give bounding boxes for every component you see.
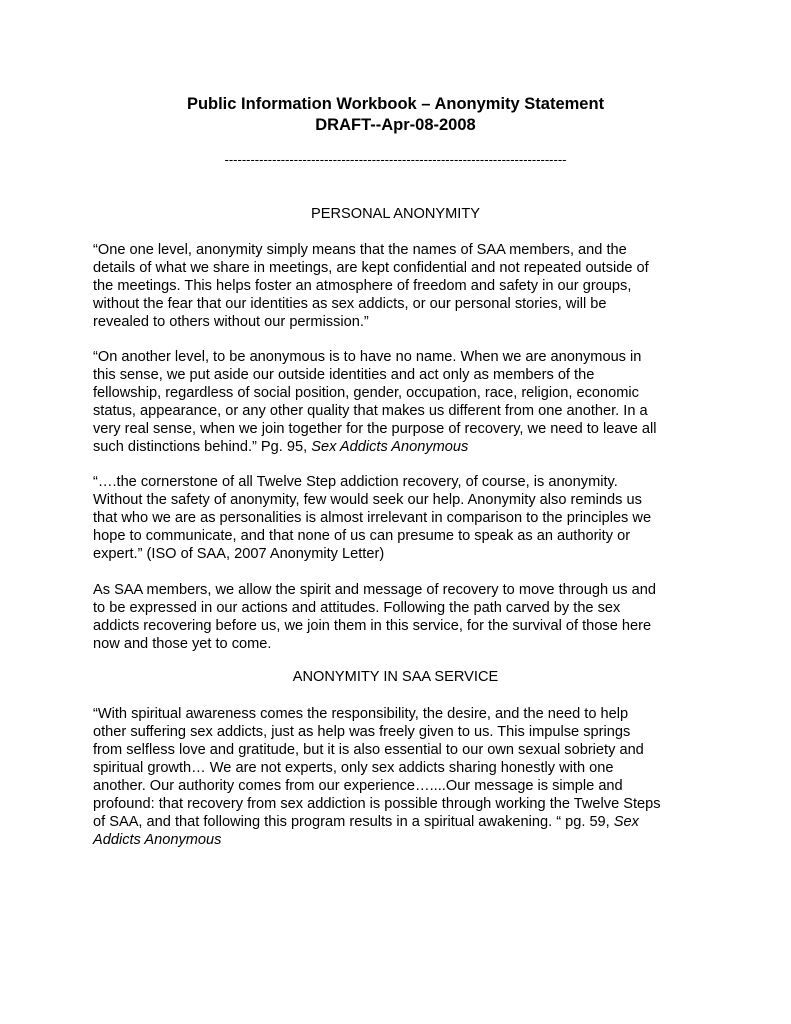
- text-line: “With spiritual awareness comes the responsibility, the desire, and the need to help: [93, 706, 629, 722]
- text-line: [93, 438, 713, 456]
- text-line: other suffering sex addicts, just as help was freely given to us. This impulse springs: [93, 724, 631, 740]
- text-line: from selfless love and gratitude, but it is also essential to our own sexual sobriety and: [93, 742, 644, 758]
- text-line: Without the safety of anonymity, few would seek our help. Anonymity also reminds us: [93, 492, 642, 508]
- document-subtitle: DRAFT--Apr-08-2008: [315, 116, 476, 134]
- text-line: status, appearance, or any other quality that makes us different from one another. In a: [93, 403, 648, 419]
- text-line: the meetings. This helps foster an atmosphere of freedom and safety in our groups,: [93, 278, 632, 294]
- text-line: “On another level, to be anonymous is to have no name. When we are anonymous in: [93, 349, 642, 365]
- text-line: As SAA members, we allow the spirit and message of recovery to move through us and: [93, 582, 656, 598]
- text-line: [93, 831, 713, 849]
- text-line: “….the cornerstone of all Twelve Step addiction recovery, of course, is anonymity.: [93, 474, 618, 490]
- text-line: very real sense, when we join together for the purpose of recovery, we need to leave all: [93, 421, 657, 437]
- text-line: “One one level, anonymity simply means that the names of SAA members, and the: [93, 242, 627, 258]
- text-line: spiritual growth… We are not experts, only sex addicts sharing honestly with one: [93, 760, 614, 776]
- text-line: fellowship, regardless of social position, gender, occupation, race, religion, economic: [93, 385, 639, 401]
- text-line: [93, 813, 713, 831]
- document-title: Public Information Workbook – Anonymity Statement: [186, 95, 605, 113]
- text-line: addicts recovering before us, we join them in this service, for the survival of those here: [93, 618, 652, 634]
- text-line: expert.” (ISO of SAA, 2007 Anonymity Letter): [93, 546, 385, 562]
- text-line: details of what we share in meetings, are kept confidential and not repeated outside of: [93, 260, 649, 276]
- paragraph-personal-anonymity-3: [93, 473, 713, 563]
- citation-text: such distinctions behind.” Pg. 95,: [93, 439, 312, 455]
- section-heading-anonymity-in-saa-service: ANONYMITY IN SAA SERVICE: [292, 669, 499, 685]
- paragraph-personal-anonymity-2: [93, 348, 713, 456]
- text-line: now and those yet to come.: [93, 636, 272, 652]
- text-line: another. Our authority comes from our experience…....Our message is simple and: [93, 778, 623, 794]
- paragraph-personal-anonymity-4: [93, 581, 713, 653]
- text-line: revealed to others without our permission.”: [93, 314, 369, 330]
- citation-text: of SAA, and that following this program results in a spiritual awakening. “ pg. 59,: [93, 814, 614, 830]
- book-title-part: Addicts Anonymous: [93, 832, 222, 848]
- paragraph-personal-anonymity-1: [93, 241, 713, 331]
- paragraph-saa-service-1: [93, 705, 713, 849]
- book-title-part: Sex: [613, 814, 639, 830]
- text-line: that who we are as personalities is almost irrelevant in comparison to the principles we: [93, 510, 652, 526]
- section-heading-personal-anonymity: PERSONAL ANONYMITY: [311, 206, 480, 222]
- text-line: to be expressed in our actions and attitudes. Following the path carved by the sex: [93, 600, 621, 616]
- text-line: profound: that recovery from sex addiction is possible through working the Twelve Steps: [93, 796, 661, 812]
- text-line: without the fear that our identities as sex addicts, or our personal stories, will be: [93, 296, 607, 312]
- text-line: hope to communicate, and that none of us can presume to speak as an authority or: [93, 528, 631, 544]
- separator-line: -------------------------------------------------------------------------------: [224, 152, 567, 167]
- text-line: this sense, we put aside our outside identities and act only as members of the: [93, 367, 595, 383]
- book-title: Sex Addicts Anonymous: [311, 439, 469, 455]
